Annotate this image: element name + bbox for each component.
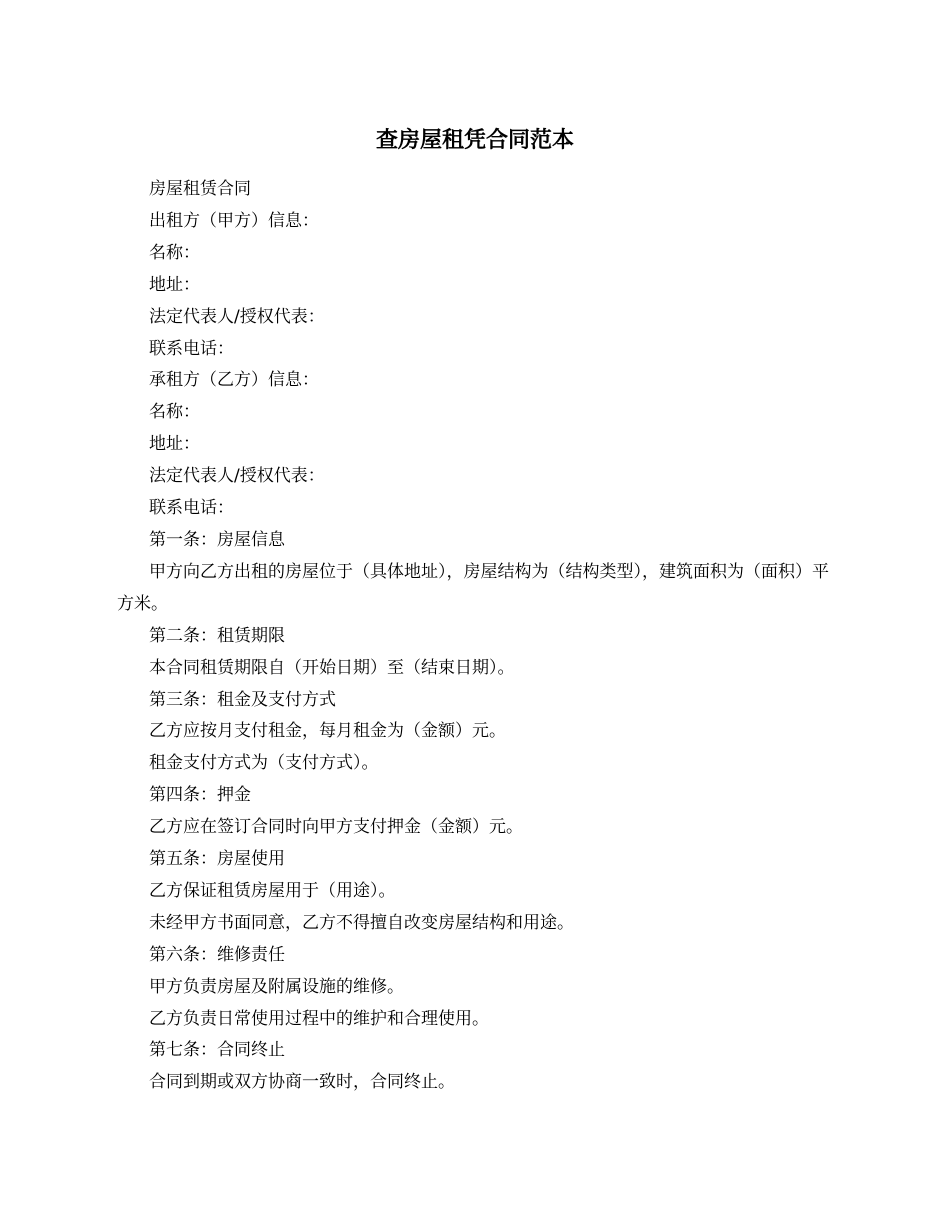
article-4-heading: 第四条：押金 [149,785,251,806]
document-title: 查房屋租凭合同范本 [375,128,574,153]
lessee-phone-line: 联系电话： [149,498,234,519]
lessor-representative-line: 法定代表人/授权代表： [149,306,325,327]
article-7-text: 合同到期或双方协商一致时，合同终止。 [149,1072,455,1093]
article-5-text-2: 未经甲方书面同意，乙方不得擅自改变房屋结构和用途。 [149,912,574,933]
lessee-info-heading: 承租方（乙方）信息： [149,370,319,391]
article-1-heading: 第一条：房屋信息 [149,529,285,550]
document-body [117,174,837,1099]
article-6-text-1: 甲方负责房屋及附属设施的维修。 [149,976,404,997]
article-7-heading: 第七条：合同终止 [149,1040,285,1061]
contract-heading: 房屋租赁合同 [149,179,251,199]
lessor-phone-line: 联系电话： [149,338,234,359]
article-5-text-1: 乙方保证租赁房屋用于（用途）。 [149,880,396,901]
lessee-representative-line: 法定代表人/授权代表： [149,466,325,487]
article-1-text: 甲方向乙方出租的房屋位于（具体地址），房屋结构为（结构类型），建筑面积为（面积）平方米。 [117,561,829,614]
article-2-heading: 第二条：租赁期限 [149,625,285,646]
lessor-address-line: 地址： [149,274,200,295]
lessor-name-line: 名称： [149,242,200,263]
article-3-heading: 第三条：租金及支付方式 [149,689,336,710]
article-6-text-2: 乙方负责日常使用过程中的维护和合理使用。 [149,1008,489,1029]
lessee-address-line: 地址： [149,434,200,455]
article-4-text: 乙方应在签订合同时向甲方支付押金（金额）元。 [149,817,523,838]
article-6-heading: 第六条：维修责任 [149,944,285,965]
lessee-name-line: 名称： [149,402,200,423]
article-2-text: 本合同租赁期限自（开始日期）至（结束日期）。 [149,657,515,678]
article-3-text-2: 租金支付方式为（支付方式）。 [149,753,379,774]
lessor-info-heading: 出租方（甲方）信息： [149,210,319,231]
article-3-text-1: 乙方应按月支付租金，每月租金为（金额）元。 [149,721,506,742]
article-5-heading: 第五条：房屋使用 [149,849,285,870]
